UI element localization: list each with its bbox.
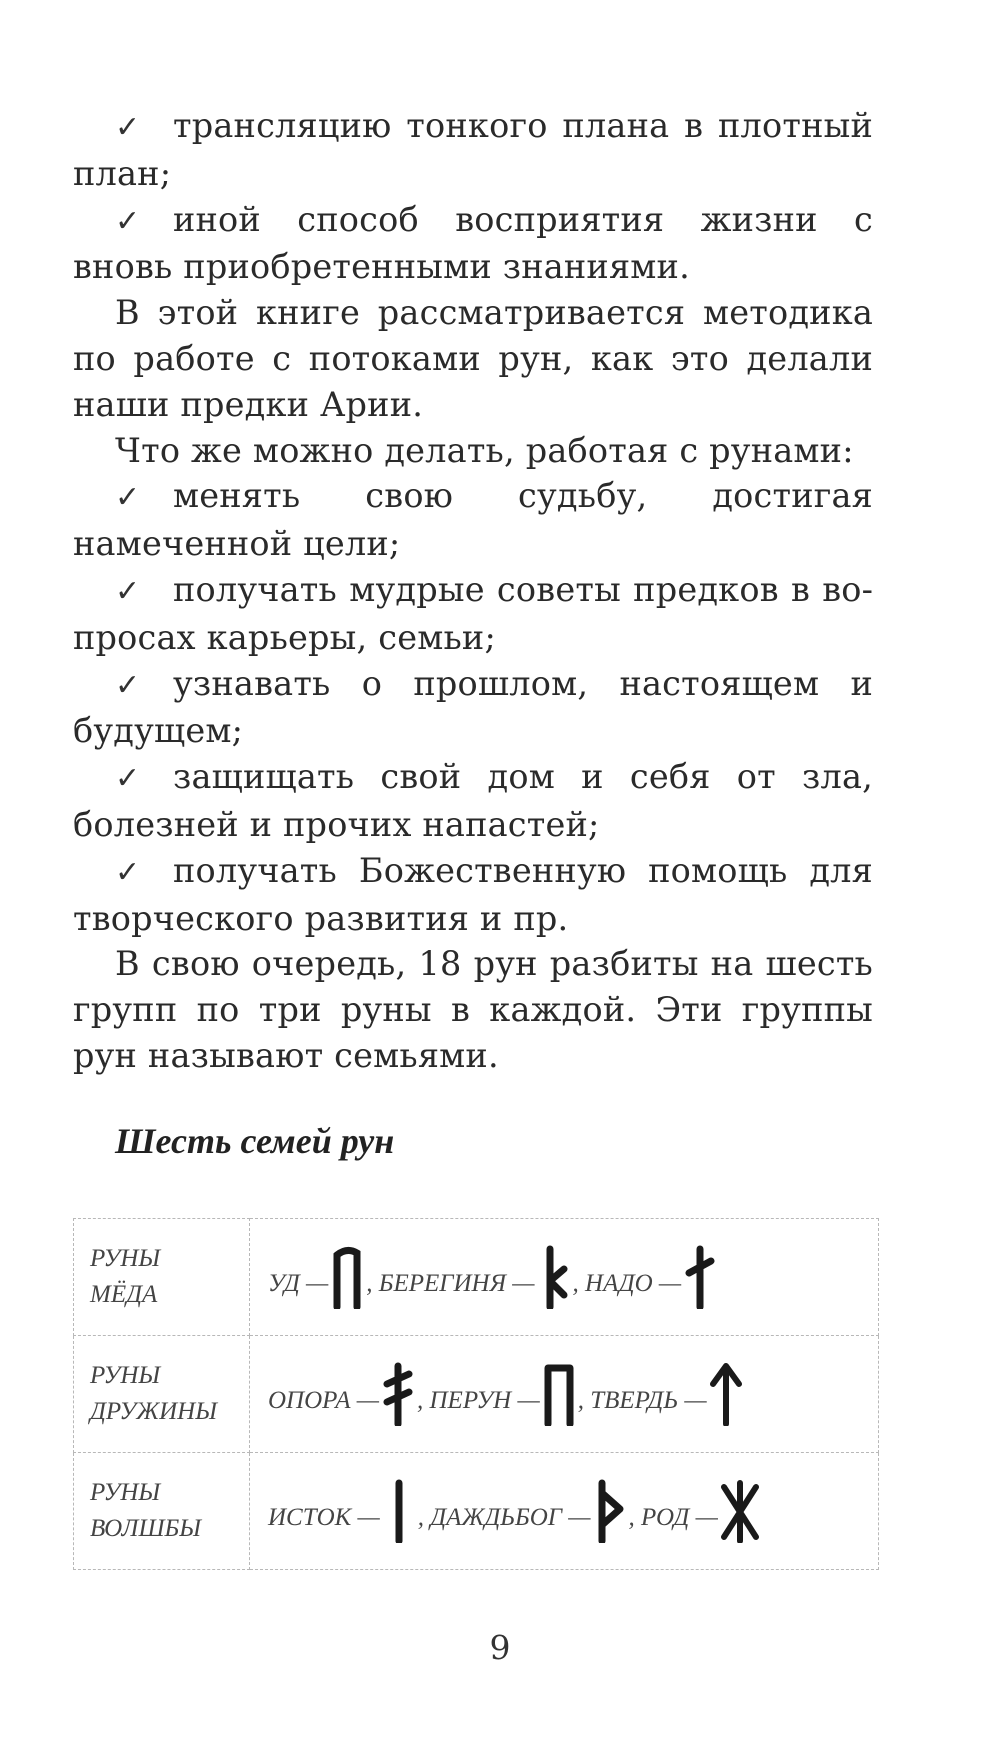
body-text: [73, 103, 873, 1079]
opora-rune-icon: [381, 1362, 415, 1426]
family-name-cell: РУНЫ МЁДА: [74, 1219, 250, 1336]
bullet-paragraph: ✓ защищать свой дом и себя от зла, болезней и прочих напастей;: [73, 757, 873, 844]
table-row: [74, 1453, 879, 1570]
section-heading: Шесть семей рун: [115, 1121, 395, 1161]
paragraph: В свою очередь, 18 рун разбиты на шесть групп по три руны в каждой. Эти группы рун называют семьями.: [73, 944, 873, 1075]
rune-name: ИСТОК: [268, 1504, 352, 1531]
page-number: 9: [489, 1628, 511, 1667]
rod-rune-icon: [720, 1479, 760, 1543]
checkmark-icon: ✓: [115, 761, 141, 797]
paragraph: Что же можно делать, работая с рунами:: [115, 430, 854, 470]
bullet-paragraph: ✓ получать Божественную помощь для творческого развития и пр.: [73, 850, 873, 938]
family-name-cell: РУНЫ ДРУЖИНЫ: [74, 1336, 250, 1453]
checkmark-icon: ✓: [115, 854, 141, 890]
checkmark-icon: ✓: [115, 110, 141, 145]
tverd-rune-icon: [709, 1362, 743, 1426]
table-row: [74, 1219, 879, 1336]
checkmark-icon: ✓: [115, 203, 141, 239]
rune-name: ПЕРУН: [429, 1387, 512, 1414]
bereginya-rune-icon: [537, 1245, 571, 1309]
nado-rune-icon: [683, 1245, 717, 1309]
rune-name: РОД: [641, 1504, 690, 1531]
rune-name: БЕРЕГИНЯ: [378, 1270, 507, 1297]
bullet-paragraph: ✓ менять свою судьбу, достигая намеченной цели;: [73, 476, 873, 564]
rune-name: ОПОРА: [268, 1387, 351, 1414]
rune-name: УД: [268, 1270, 300, 1297]
family-name-cell: РУНЫ ВОЛШБЫ: [74, 1453, 250, 1570]
rune-families-table: [73, 1218, 879, 1570]
table-row: [74, 1336, 879, 1453]
runes-cell: УД — , БЕРЕГИНЯ — , НАДО —: [250, 1219, 879, 1336]
perun-rune-icon: [542, 1362, 576, 1426]
checkmark-icon: ✓: [115, 573, 141, 609]
dazhdbog-rune-icon: [593, 1479, 627, 1543]
bullet-paragraph: ✓ иной способ восприятия жизни с вновь приобретенными знаниями.: [73, 199, 873, 287]
bullet-paragraph: ✓ получать мудрые советы предков в вопросах карьеры, семьи;: [73, 569, 873, 657]
checkmark-icon: ✓: [115, 480, 141, 516]
checkmark-icon: ✓: [115, 667, 141, 703]
rune-name: НАДО: [585, 1270, 653, 1297]
rune-name: ДАЖДЬБОГ: [430, 1504, 563, 1531]
bullet-paragraph: ✓ трансляцию тонкого плана в плотный план;: [73, 106, 873, 193]
runes-cell: ОПОРА — , ПЕРУН — , ТВЕРДЬ —: [250, 1336, 879, 1453]
istok-rune-icon: [382, 1479, 416, 1543]
paragraph: В этой книге рассматривается методика по работе с потоками рун, как это делали наши предки Арии.: [73, 293, 873, 424]
ud-rune-icon: [330, 1245, 364, 1309]
runes-cell: ИСТОК — , ДАЖДЬБОГ — , РОД —: [250, 1453, 879, 1570]
rune-name: ТВЕРДЬ: [590, 1387, 679, 1414]
bullet-paragraph: ✓ узнавать о прошлом, настоящем и будущем;: [73, 663, 873, 751]
